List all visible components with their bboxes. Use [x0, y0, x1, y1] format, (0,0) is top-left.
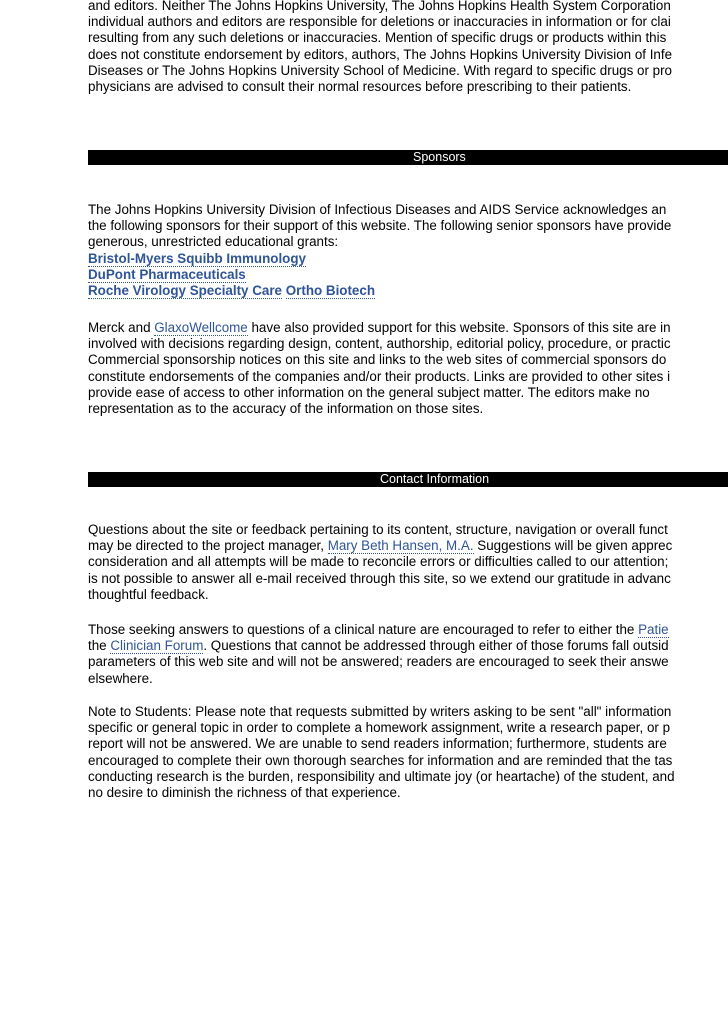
contact-text-continued: . Questions that cannot be addressed through either of those forums fall outsid: [203, 638, 669, 654]
sponsor-link-roche[interactable]: Roche Virology Specialty Care: [88, 282, 282, 298]
contact-line: is not possible to answer all e-mail received through this site, so we extend our gratitude in advanc: [88, 570, 671, 586]
sponsors-support-line: provide ease of access to other information on the general subject matter. The editors make no: [88, 384, 650, 400]
sponsors-intro-paragraph: [88, 202, 728, 299]
contact-line: Questions about the site or feedback pertaining to its content, structure, navigation or overall funct: [88, 522, 668, 537]
senior-sponsor-row: [88, 251, 728, 267]
merck-text: Merck and: [88, 320, 155, 335]
disclaimer-paragraph: [88, 0, 728, 95]
contact-text-continued: Suggestions will be given apprec: [473, 538, 673, 554]
senior-sponsor-row: [88, 267, 728, 283]
disclaimer-line: Diseases or The Johns Hopkins University School of Medicine. With regard to specific drugs or pro: [88, 62, 672, 78]
contact-line-with-link: [88, 622, 728, 638]
merck-text-continued: have also provided support for this website. Sponsors of this site are in: [247, 320, 671, 335]
glaxowellcome-link[interactable]: GlaxoWellcome: [154, 320, 248, 335]
contact-heading-bar: [88, 472, 728, 487]
contact-text: the: [88, 638, 111, 654]
sponsor-link-ortho-biotech[interactable]: Ortho Biotech: [285, 282, 376, 298]
students-note-line: encouraged to complete their own thorough searches for information and are reminded that the tas: [88, 752, 673, 768]
students-note-line: specific or general topic in order to complete a homework assignment, write a research paper, or p: [88, 720, 671, 736]
patient-forum-link[interactable]: Patie: [638, 622, 669, 637]
students-note-line: conducting research is the burden, responsibility and ultimate joy (or heartache) of the student, and: [88, 768, 675, 784]
students-note-line: Note to Students: Please note that requests submitted by writers asking to be sent "all" information: [88, 704, 672, 719]
contact-text: may be directed to the project manager,: [88, 538, 328, 554]
contact-line: parameters of this web site and will not be answered; readers are encouraged to seek their answe: [88, 654, 669, 670]
sponsors-intro-line: the following sponsors for their support of this website. The following senior sponsors have provide: [88, 218, 672, 234]
contact-paragraph-students: [88, 704, 728, 801]
contact-heading: Contact Information: [380, 472, 490, 486]
clinician-forum-link[interactable]: Clinician Forum: [110, 638, 204, 654]
contact-line-with-link: [88, 638, 728, 654]
sponsors-support-line: involved with decisions regarding design, content, authorship, editorial policy, procedure, or practic: [88, 336, 671, 352]
sponsors-intro-line: The Johns Hopkins University Division of Infectious Diseases and AIDS Service acknowledges an: [88, 202, 667, 217]
senior-sponsor-row: [88, 283, 728, 299]
project-manager-link[interactable]: Mary Beth Hansen, M.A.: [327, 538, 474, 554]
contact-line-with-link: [88, 538, 728, 554]
contact-paragraph-feedback: [88, 522, 728, 603]
sponsors-support-first-line: [88, 320, 728, 336]
sponsors-support-line: Commercial sponsorship notices on this site and links to the web sites of commercial sponsors do: [88, 352, 667, 368]
disclaimer-line: and editors. Neither The Johns Hopkins University, The Johns Hopkins Health System Corporation: [88, 0, 671, 13]
sponsors-heading-bar: [88, 150, 728, 165]
sponsors-support-line: representation as to the accuracy of the information on those sites.: [88, 400, 484, 416]
disclaimer-line: individual authors and editors are responsible for deletions or inaccuracies in information or for clai: [88, 14, 671, 30]
disclaimer-line: resulting from any such deletions or inaccuracies. Mention of specific drugs or products within this: [88, 30, 667, 46]
contact-text: Those seeking answers to questions of a clinical nature are encouraged to refer to either the: [88, 622, 639, 637]
students-note-line: no desire to diminish the richness of that experience.: [88, 784, 401, 800]
sponsor-link-bristol-myers-squibb[interactable]: Bristol-Myers Squibb Immunology: [88, 250, 306, 266]
sponsors-support-paragraph: [88, 320, 728, 417]
sponsors-intro-line: generous, unrestricted educational grants:: [88, 234, 339, 250]
disclaimer-line: does not constitute endorsement by editors, authors, The Johns Hopkins University Division of Infe: [88, 46, 673, 62]
contact-line: consideration and all attempts will be made to reconcile errors or difficulties called to our attention;: [88, 554, 669, 570]
disclaimer-line: physicians are advised to consult their normal resources before prescribing to their patients.: [88, 78, 632, 94]
sponsors-heading: Sponsors: [413, 150, 466, 164]
sponsor-link-dupont[interactable]: DuPont Pharmaceuticals: [88, 266, 246, 282]
students-note-line: report will not be answered. We are unable to send readers information; furthermore, students are: [88, 736, 667, 752]
contact-line: elsewhere.: [88, 670, 153, 686]
contact-paragraph-clinical: [88, 622, 728, 687]
contact-line: thoughtful feedback.: [88, 586, 209, 602]
sponsors-support-line: constitute endorsements of the companies and/or their products. Links are provided to other sites i: [88, 368, 671, 384]
